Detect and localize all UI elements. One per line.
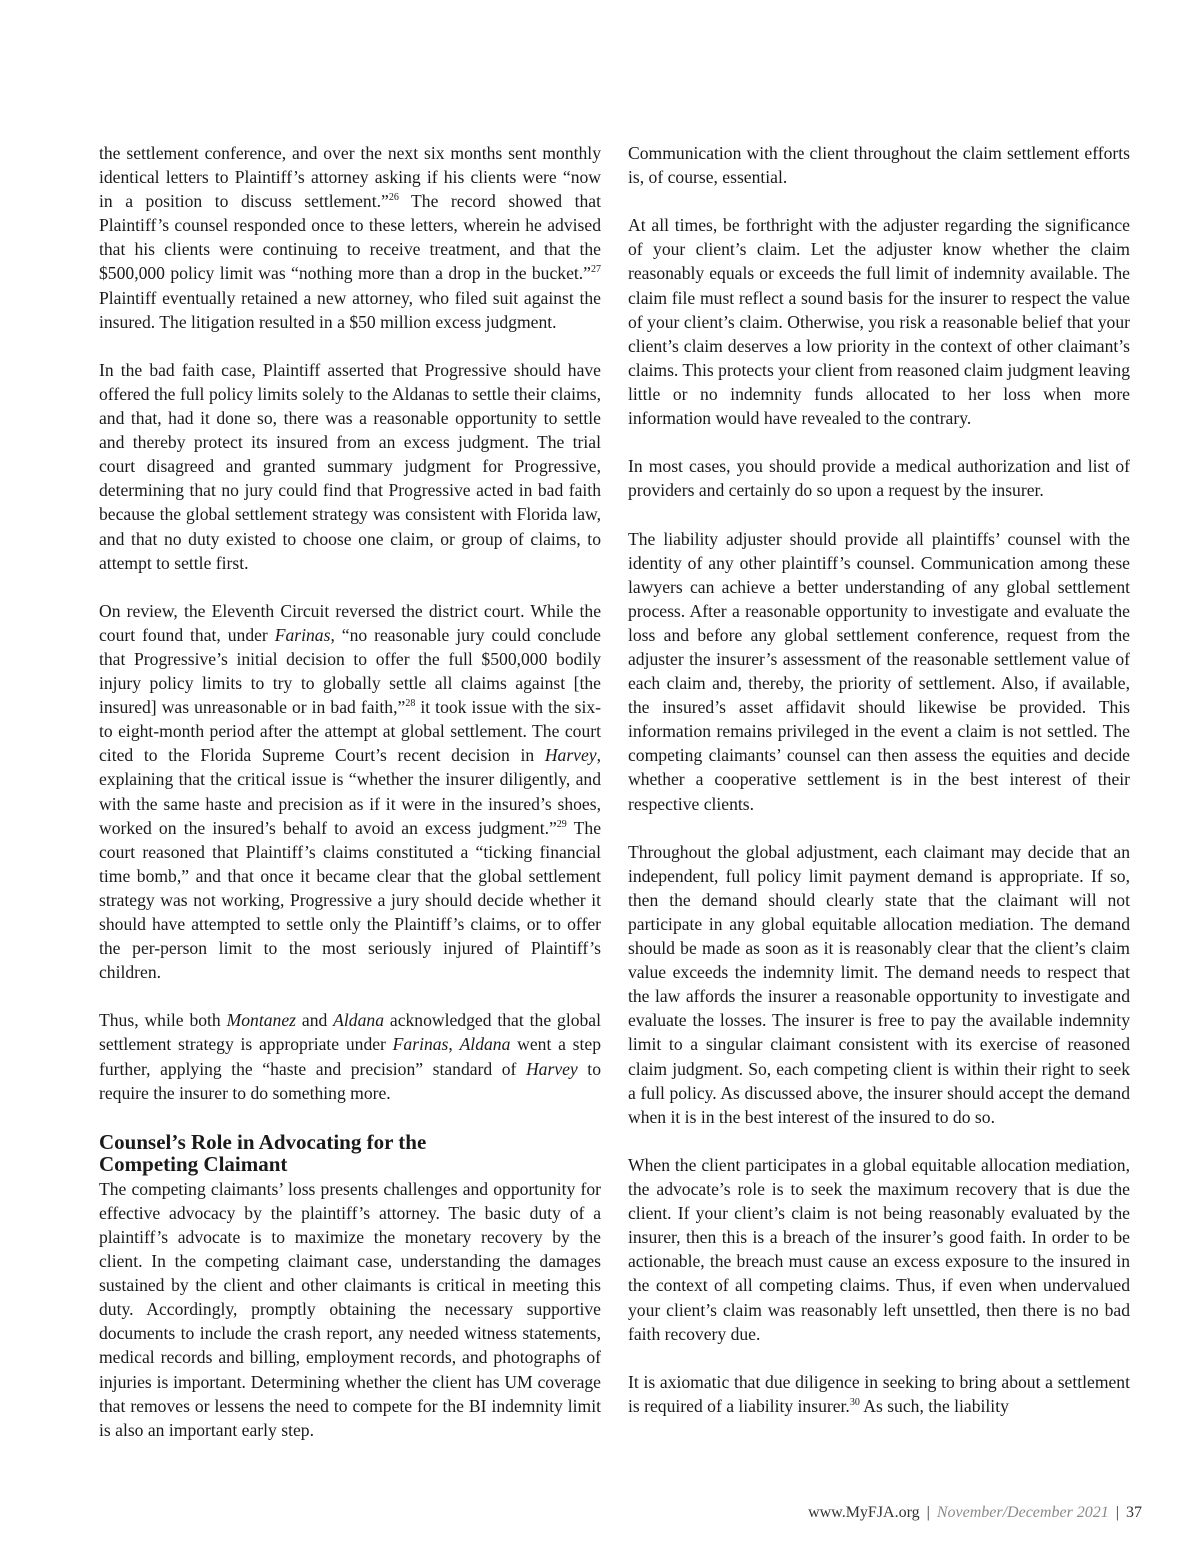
footnote-ref: 28 bbox=[405, 698, 416, 710]
footnote-ref: 26 bbox=[388, 192, 399, 204]
issue-date: November/December 2021 bbox=[936, 1504, 1109, 1521]
paragraph: The liability adjuster should provide all plaintiffs’ counsel with the identity of any other plaintiff’s counsel. Communication among these lawyers can achieve a better understanding of any global settlement process. After a reasonable opportunity to investigate and evaluate the loss and before any global settlement conference, request from the adjuster the insurer’s assessment of the reasonable settlement value of each claim and, thereby, the priority of settlement. Also, if available, the insured’s asset affidavit should likewise be provided. This information remains privileged in the event a claim is not settled. The competing claimants’ counsel can then assess the equities and decide whether a cooperative settlement is in the best interest of their respective clients. bbox=[628, 528, 1130, 814]
paragraph: the settlement conference, and over the next six months sent monthly identical letters to Plaintiff’s attorney asking if his clients were “now in a position to discuss settlement.”$^{26}$ The record showed that Plaintiff’s counsel responded once to these letters, wherein he advised that his clients were continuing to receive treatment, and that the $500,000 policy limit was “nothing more than a drop in the bucket.”$^{27}$ Plaintiff eventually retained a new attorney, who filed suit against the insured. The litigation resulted in a $50 million excess judgment. bbox=[99, 143, 601, 332]
paragraph: At all times, be forthright with the adjuster regarding the significance of your client’s claim. Let the adjuster know whether the claim reasonably equals or exceeds the full limit of indemnity available. The claim file must reflect a sound basis for the insurer to respect the value of your client’s claim. Otherwise, you risk a reasonable belief that your client’s claim deserves a low priority in the context of other claimant’s claims. This protects your client from reasoned claim judgment leaving little or no indemnity funds allocated to her loss when more information would have revealed to the contrary. bbox=[628, 215, 1130, 429]
paragraph: The competing claimants’ loss presents challenges and opportunity for effective advocacy by the plaintiff’s attorney. The basic duty of a plaintiff’s advocate is to maximize the monetary recovery by the client. In the competing claimant case, understanding the damages sustained by the client and other claimants is critical in meeting this duty. Accordingly, promptly obtaining the necessary supportive documents to include the crash report, any needed witness statements, medical records and billing, employment records, and photographs of injuries is important. Determining whether the client has UM coverage that removes or lessens the need to compete for the BI indemnity limit is also an important early step. bbox=[99, 1178, 601, 1440]
paragraph: When the client participates in a global equitable allocation mediation, the advocate’s role is to seek the maximum recovery that is due the client. If your client’s claim is not being reasonably evaluated by the insurer, then this is a breach of the insurer’s good faith. In order to be actionable, the breach must cause an excess exposure to the insured in the context of all competing claims. Thus, if even when undervalued your client’s claim was reasonably left unsettled, then there is no bad faith recovery due. bbox=[628, 1154, 1130, 1344]
left-column bbox=[99, 141, 601, 1442]
paragraph: Communication with the client throughout the claim settlement efforts is, of course, essential. bbox=[628, 143, 1130, 188]
paragraph: It is axiomatic that due diligence in seeking to bring about a settlement is required of a liability insurer.$^{30}$ As such, the liability bbox=[628, 1371, 1130, 1416]
right-column bbox=[628, 141, 1130, 1418]
page-footer bbox=[808, 1503, 1142, 1523]
footnote-ref: 29 bbox=[556, 818, 567, 830]
paragraph: In most cases, you should provide a medical authorization and list of providers and certainly do so upon a request by the insurer. bbox=[628, 456, 1130, 501]
section-heading: Counsel’s Role in Advocating for the Competing Claimant bbox=[99, 1129, 427, 1176]
footnote-ref: 30 bbox=[849, 1396, 860, 1408]
paragraph: In the bad faith case, Plaintiff asserted that Progressive should have offered the full policy limits solely to the Aldanas to settle their claims, and that, had it done so, there was a reasonable opportunity to settle and thereby protect its insured from an excess judgment. The trial court disagreed and granted summary judgment for Progressive, determining that no jury could find that Progressive acted in bad faith because the global settlement strategy was consistent with Florida law, and that no duty existed to choose one claim, or group of claims, to attempt to settle first. bbox=[99, 359, 601, 573]
website-link[interactable]: www.MyFJA.org bbox=[808, 1504, 920, 1521]
separator: | bbox=[1115, 1504, 1119, 1521]
footnote-ref: 27 bbox=[591, 264, 601, 276]
page-number: 37 bbox=[1126, 1504, 1142, 1521]
separator: | bbox=[926, 1504, 930, 1521]
paragraph: Throughout the global adjustment, each claimant may decide that an independent, full policy limit payment demand is appropriate. If so, then the demand should clearly state that the claimant will not participate in any global equitable allocation mediation. The demand should be made as soon as it is reasonably clear that the client’s claim value exceeds the indemnity limit. The demand needs to respect that the law affords the insurer a reasonable opportunity to investigate and evaluate the losses. The insurer is free to pay the available indemnity limit to a singular claimant consistent with its exercise of reasoned claim judgment. So, each competing client is within their right to seek a full policy. As discussed above, the insurer should accept the demand when it is in the best interest of the insured to do so. bbox=[628, 841, 1130, 1127]
paragraph: Thus, while both Montanez and Aldana acknowledged that the global settlement strategy is appropriate under Farinas, Aldana went a step further, applying the “haste and precision” standard of Harvey to require the insurer to do something more. bbox=[99, 1010, 601, 1103]
paragraph: On review, the Eleventh Circuit reversed the district court. While the court found that, under Farinas, “no reasonable jury could conclude that Progressive’s initial decision to offer the full $500,000 bodily injury policy limits to try to globally settle all claims against [the insured] was unreasonable or in bad faith,”$^{28}$ it took issue with the six- to eight-month period after the attempt at global settlement. The court cited to the Florida Supreme Court’s recent decision in Harvey, explaining that the critical issue is “whether the insurer diligently, and with the same haste and precision as if it were in the insured’s shoes, worked on the insured’s behalf to avoid an excess judgment.”$^{29}$ The court reasoned that Plaintiff’s claims constituted a “ticking financial time bomb,” and that once it became clear that the global settlement strategy was not working, Progressive a jury should decide whether it should have attempted to settle only the Plaintiff’s claims, or to offer the per-person limit to the most seriously injured of Plaintiff’s children. bbox=[99, 600, 601, 983]
